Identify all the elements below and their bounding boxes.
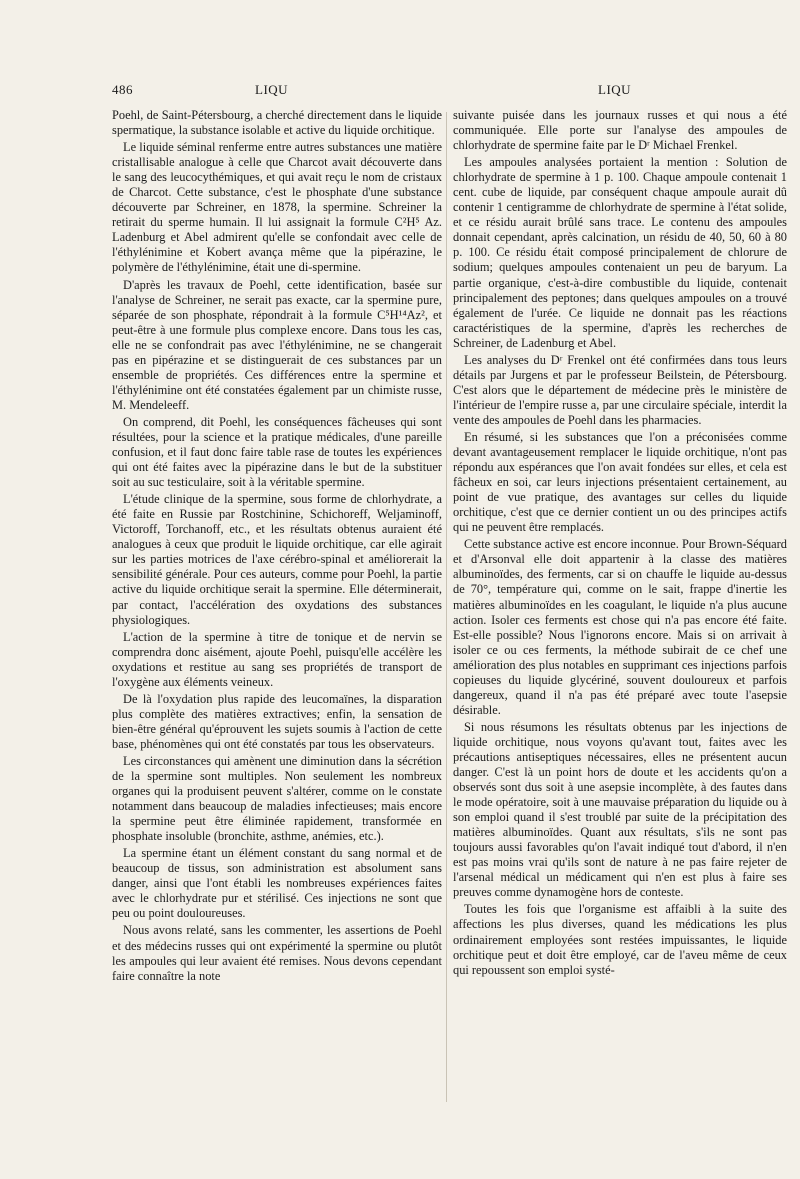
left-column [112,108,442,986]
running-header [0,82,800,102]
paragraph: Les analyses du Dʳ Frenkel ont été confirmées dans tous leurs détails par Jurgens et par le professeur Beilstein, de Pétersbourg. C'est alors que le département de médecine près le ministère de l'intérieur de l'empire russe a, par une circulaire spéciale, interdit la vente des ampoules de Poehl dans les pharmacies. [453,352,787,427]
paragraph: L'étude clinique de la spermine, sous forme de chlorhydrate, a été faite en Russie par Rostchinine, Schichoreff, Weljaminoff, Victoroff, Torchanoff, etc., et les résultats obtenus auraient été analogues à ceux que produit le liquide orchitique, car elle agirait sur les parties motrices de l'axe cérébro-spinal et améliorerait la sensibilité générale. Pour ces auteurs, comme pour Poehl, la partie active du liquide orchitique serait la spermine. Elle déterminerait, par contact, l'accélération des oxydations des substances physiologiques. [112,492,442,627]
paragraph: suivante puisée dans les journaux russes et qui nous a été communiquée. Elle porte sur l'analyse des ampoules de chlorhydrate de spermine faite par le Dʳ Michael Frenkel. [453,108,787,153]
paragraph: Les ampoules analysées portaient la mention : Solution de chlorhydrate de spermine à 1 p. 100. Chaque ampoule contenait 1 cent. cube de liquide, par conséquent chaque ampoule aurait dû contenir 1 centigramme de chlorhydrate de spermine à l'état solide, et ce résidu aurait brûlé sans trace. Le contenu des ampoules donnait cependant, après calcination, un résidu de 40, 50, 60 à 80 p. 100. Ce résidu était composé principalement de chlorure de sodium; quelques ampoules contenaient un peu de baryum. La partie organique, c'est-à-dire combustible du liquide, contenait principalement des peptones; dans quelques ampoules on a trouvé également de l'urée. Ce liquide ne donnait pas les réactions caractéristiques de la spermine, d'après les recherches de Schreiner, de Ladenburg et Abel. [453,155,787,350]
paragraph: L'action de la spermine à titre de tonique et de nervin se comprendra donc aisément, ajoute Poehl, puisqu'elle accélère les oxydations et restitue au sang ses propriétés de transport de l'oxygène aux éléments veineux. [112,629,442,689]
paragraph: Cette substance active est encore inconnue. Pour Brown-Séquard et d'Arsonval elle doit appartenir à la classe des matières albuminoïdes, des ferments, car si on chauffe le liquide au-dessus de 70°, température qui, comme on le sait, frappe d'inertie les matières albuminoïdes en les coagulant, le liquide n'a plus aucune action. Isoler ces ferments est chose qui n'a pas encore été faite. Est-elle possible? Nous l'ignorons encore. Mais si on arrivait à isoler ce ou ces ferments, la méthode subirait de ce chef une amélioration des plus notables en supprimant ces injections parfois copieuses du liquide glycériné, souvent douloureux et parfois dangereux, quand il n'a pas été préparé avec toute l'asepsie désirable. [453,537,787,717]
paragraph: Si nous résumons les résultats obtenus par les injections de liquide orchitique, nous voyons qu'avant tout, faites avec les précautions antiseptiques nécessaires, elles ne présentent aucun danger. C'est là un point hors de doute et les accidents qu'on a observés sont dus soit à une asepsie incomplète, à des fautes dans le mode opératoire, soit à une mauvaise préparation du liquide ou à son emploi quand il s'est troublé par suite de la précipitation des matières albuminoïdes. Quant aux résultats, s'ils ne sont pas toujours aussi favorables qu'on l'avait indiqué tout d'abord, il n'en est pas moins vrai qu'ils sont de nature à ne pas faire rejeter de l'arsenal médical un médicament qui n'en est plus à faire ses preuves comme dynamogène hors de conteste. [453,719,787,900]
paragraph: La spermine étant un élément constant du sang normal et de beaucoup de tissus, son administration est absolument sans danger, ainsi que l'ont établi les nombreuses expériences faites avec le chlorhydrate pur et stérilisé. Ces injections ne sont que peu ou point douloureuses. [112,846,442,921]
paragraph: Poehl, de Saint-Pétersbourg, a cherché directement dans le liquide spermatique, la substance isolable et active du liquide orchitique. [112,108,442,138]
paragraph: On comprend, dit Poehl, les conséquences fâcheuses qui sont résultées, pour la science et la pratique médicales, d'une pareille confusion, et il faut donc faire table rase de toutes les expériences qui ont été faites avec la pipérazine dans le but de la substituer soit au suc testiculaire, soit à la véritable spermine. [112,414,442,490]
paragraph: Le liquide séminal renferme entre autres substances une matière cristallisable analogue à celle que Charcot avait découverte dans le sang des leucocythémiques, et qui avait reçu le nom de cristaux de Charcot. Cette substance, c'est le phosphate d'une substance découverte par Schreiner, en 1878, la spermine. Schreiner la retirait du sperme humain. Il lui assignait la formule C²H⁵ Az. Ladenburg et Abel admirent qu'elle se confondait avec celle de l'éthylénimine et Kobert avança même que la pipérazine, le polymère de l'éthylénimine, était une di-spermine. [112,140,442,275]
left-running-title: LIQU [255,82,289,97]
page-number: 486 [112,82,133,97]
paragraph: Nous avons relaté, sans les commenter, les assertions de Poehl et des médecins russes qui ont expérimenté la spermine ou plutôt les ampoules qui leur avaient été remises. Nous devons cependant faire connaître la note [112,923,442,983]
paragraph: De là l'oxydation plus rapide des leucomaïnes, la disparation plus complète des matières extractives; enfin, la sensation de bien-être général qu'éprouvent les sujets soumis à l'action de cette base, phénomènes qui ont été constatés par tous les observateurs. [112,691,442,751]
paragraph: Les circonstances qui amènent une diminution dans la sécrétion de la spermine sont multiples. Non seulement les nombreux organes qui la produisent peuvent s'altérer, comme on le constate notamment dans beaucoup de maladies infectieuses; mais encore la spermine peut être éliminée rapidement, transformée en phosphate insoluble (bronchite, asthme, anémies, etc.). [112,753,442,844]
paragraph: En résumé, si les substances que l'on a préconisées comme devant avantageusement remplacer le liquide orchitique, n'ont pas répondu aux espérances que l'on avait fondées sur elles, et cela est fâcheux en soi, car leurs injections présentaient certainement, au point de vue pratique, des avantages sur celles du liquide orchitique, c'est que ce dernier contient un ou des principes actifs qui ne peuvent être remplacés. [453,429,787,535]
column-divider [446,112,447,1102]
paragraph: Toutes les fois que l'organisme est affaibli à la suite des affections les plus diverses, quand les médications les plus ordinairement employées sont restées impuissantes, le liquide orchitique peut et doit être employé, car de l'aveu même de ceux qui repoussent son emploi systé- [453,902,787,977]
paragraph: D'après les travaux de Poehl, cette identification, basée sur l'analyse de Schreiner, ne serait pas exacte, car la spermine pure, séparée de son phosphate, répondrait à la formule C⁵H¹⁴Az², et peut-être à une formule plus complexe encore. Dans tous les cas, elle ne se confondrait pas avec l'éthylénimine, ne se changerait pas en pipérazine et se distinguerait de ces substances par un ensemble de propriétés. Ces différences entre la spermine et l'éthylénimine ont été constatées également par un chimiste russe, M. Mendeleeff. [112,277,442,412]
right-column [453,108,787,980]
right-running-title: LIQU [598,82,632,97]
